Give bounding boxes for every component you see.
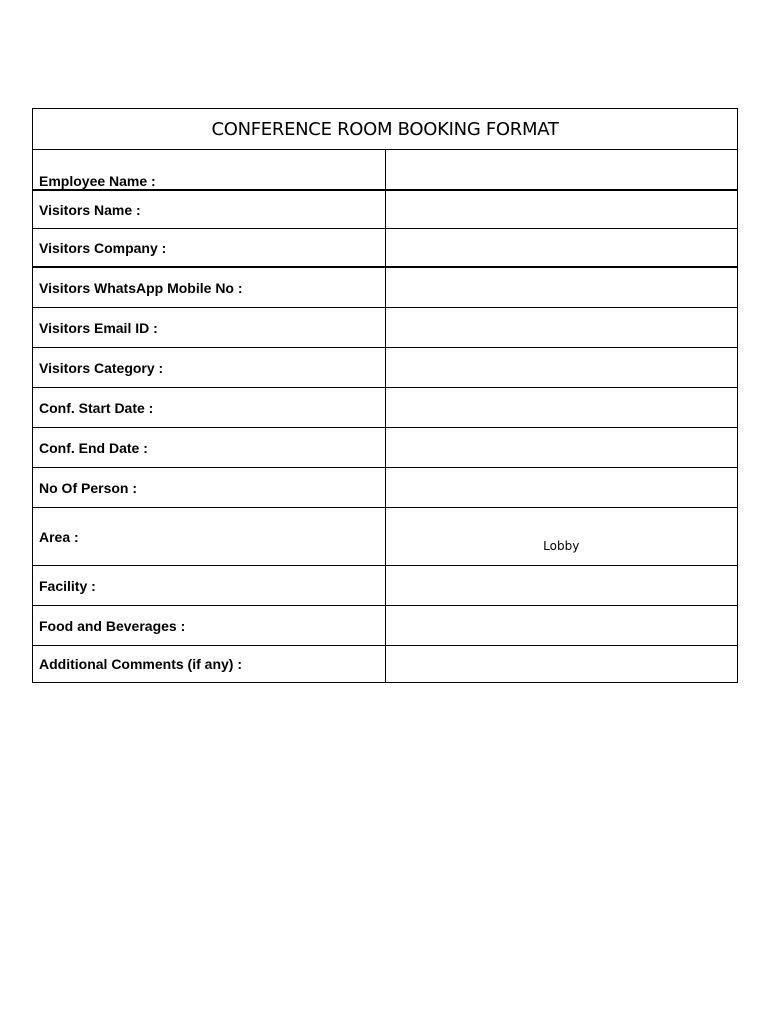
form-title-row — [33, 109, 738, 150]
form-row-area — [33, 508, 738, 566]
form-row-food — [33, 606, 738, 646]
form-row-comments — [33, 646, 738, 683]
visitors-category-field[interactable] — [385, 348, 738, 388]
email-id-field[interactable] — [385, 308, 738, 348]
form-row-visitors-name — [33, 190, 738, 229]
form-title: CONFERENCE ROOM BOOKING FORMAT — [33, 109, 738, 150]
end-date-label: Conf. End Date : — [33, 428, 386, 468]
facility-label: Facility : — [33, 566, 386, 606]
form-row-end-date — [33, 428, 738, 468]
form-row-visitors-company — [33, 229, 738, 268]
start-date-field[interactable] — [385, 388, 738, 428]
area-label: Area : — [33, 508, 386, 566]
whatsapp-mobile-label: Visitors WhatsApp Mobile No : — [33, 267, 386, 308]
form-row-persons — [33, 468, 738, 508]
visitors-name-label: Visitors Name : — [33, 190, 386, 229]
whatsapp-mobile-field[interactable] — [385, 267, 738, 308]
visitors-category-label: Visitors Category : — [33, 348, 386, 388]
employee-name-label: Employee Name : — [33, 150, 386, 191]
form-row-category — [33, 348, 738, 388]
no-of-person-field[interactable] — [385, 468, 738, 508]
food-beverages-label: Food and Beverages : — [33, 606, 386, 646]
additional-comments-label: Additional Comments (if any) : — [33, 646, 386, 683]
visitors-company-field[interactable] — [385, 229, 738, 268]
end-date-field[interactable] — [385, 428, 738, 468]
email-id-label: Visitors Email ID : — [33, 308, 386, 348]
visitors-company-label: Visitors Company : — [33, 229, 386, 268]
additional-comments-field[interactable] — [385, 646, 738, 683]
form-row-email — [33, 308, 738, 348]
form-row-whatsapp — [33, 267, 738, 308]
form-row-start-date — [33, 388, 738, 428]
employee-name-field[interactable] — [385, 150, 738, 191]
booking-form-table — [32, 108, 738, 683]
area-field[interactable]: Lobby — [385, 508, 738, 566]
visitors-name-field[interactable] — [385, 190, 738, 229]
no-of-person-label: No Of Person : — [33, 468, 386, 508]
form-row-facility — [33, 566, 738, 606]
start-date-label: Conf. Start Date : — [33, 388, 386, 428]
food-beverages-field[interactable] — [385, 606, 738, 646]
form-row-employee-name — [33, 150, 738, 191]
facility-field[interactable] — [385, 566, 738, 606]
